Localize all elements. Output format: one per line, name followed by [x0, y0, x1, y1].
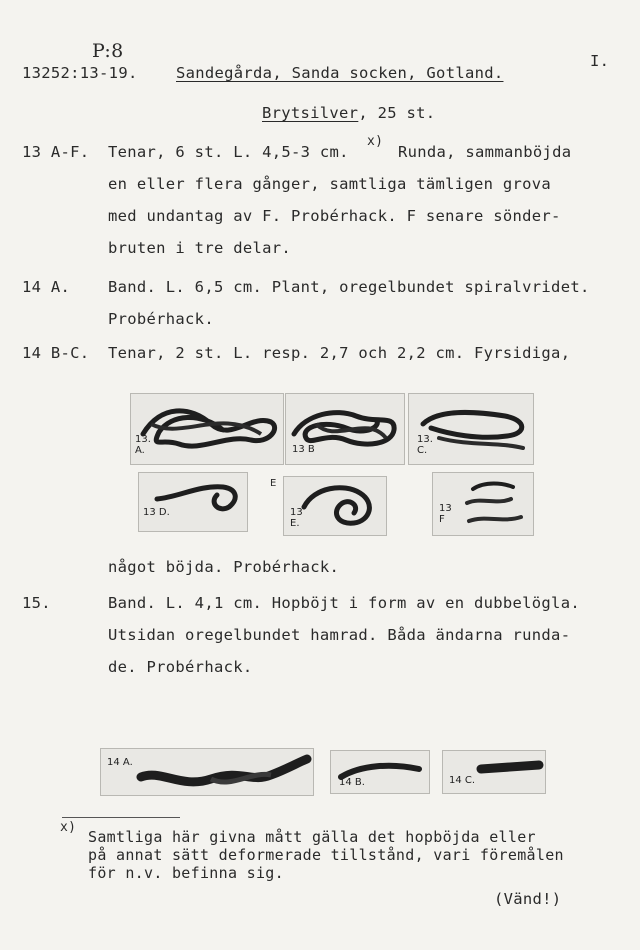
section-count: , 25 st.	[358, 104, 436, 122]
turn-over-note: (Vänd!)	[494, 890, 562, 908]
catalog-number: 13252:13-19.	[22, 64, 138, 82]
stray-mark: E	[270, 478, 277, 489]
entry-line: Band. L. 4,1 cm. Hopböjt i form av en dubbelögla.	[108, 594, 580, 612]
photo-label: 13 B	[292, 444, 315, 455]
footnote-mark: x)	[60, 820, 77, 835]
photo-label: 13. C.	[417, 434, 433, 456]
photo-label: 13 F	[439, 503, 452, 525]
photo-13e	[283, 476, 387, 536]
photo-label: 14 B.	[339, 777, 365, 788]
photo-14a	[100, 748, 314, 796]
footnote-rule	[62, 817, 180, 818]
section-title: Brytsilver	[262, 104, 359, 122]
page-numeral: I.	[590, 52, 610, 70]
entry-id: 14 B-C.	[22, 344, 90, 362]
find-location: Sandegårda, Sanda socken, Gotland.	[176, 64, 504, 82]
entry-line: en eller flera gånger, samtliga tämligen grova	[108, 175, 552, 193]
entry-line: bruten i tre delar.	[108, 239, 292, 257]
entry-line: Tenar, 6 st. L. 4,5-3 cm.	[108, 143, 349, 161]
footnote-line: för n.v. befinna sig.	[88, 864, 284, 882]
photo-14c	[442, 750, 546, 794]
entry-line: Tenar, 2 st. L. resp. 2,7 och 2,2 cm. Fyrsidiga,	[108, 344, 571, 362]
footnote-marker: x)	[367, 134, 384, 149]
entry-id: 13 A-F.	[22, 143, 90, 161]
photo-13d	[138, 472, 248, 532]
photo-label: 14 A.	[107, 757, 133, 768]
photo-13a	[130, 393, 284, 465]
folio-mark: P:8	[92, 40, 124, 62]
footnote-line: på annat sätt deformerade tillstånd, vari föremålen	[88, 846, 564, 864]
silver-wire-image	[139, 473, 247, 531]
entry-line: de. Probérhack.	[108, 658, 253, 676]
photo-13f	[432, 472, 534, 536]
photo-label: 14 C.	[449, 775, 476, 786]
entry-line: Runda, sammanböjda	[398, 143, 572, 161]
entry-id: 14 A.	[22, 278, 71, 296]
photo-13c	[408, 393, 534, 465]
entry-line: något böjda. Probérhack.	[108, 558, 340, 576]
entry-line: med undantag av F. Probérhack. F senare sönder-	[108, 207, 561, 225]
photo-label: 13 E.	[290, 507, 303, 529]
silver-bar-image	[443, 751, 545, 793]
photo-13b	[285, 393, 405, 465]
section-title-row	[262, 104, 435, 122]
entry-line: Utsidan oregelbundet hamrad. Båda ändarna runda-	[108, 626, 571, 644]
silver-wire-coil-image	[131, 394, 283, 464]
entry-line: Probérhack.	[108, 310, 214, 328]
photo-label: 13. A.	[135, 434, 151, 456]
entry-line: Band. L. 6,5 cm. Plant, oregelbundet spiralvridet.	[108, 278, 590, 296]
footnote-line: Samtliga här givna mått gälla det hopböjda eller	[88, 828, 536, 846]
photo-14b	[330, 750, 430, 794]
photo-label: 13 D.	[143, 507, 170, 518]
twisted-band-image	[101, 749, 313, 795]
entry-id: 15.	[22, 594, 51, 612]
